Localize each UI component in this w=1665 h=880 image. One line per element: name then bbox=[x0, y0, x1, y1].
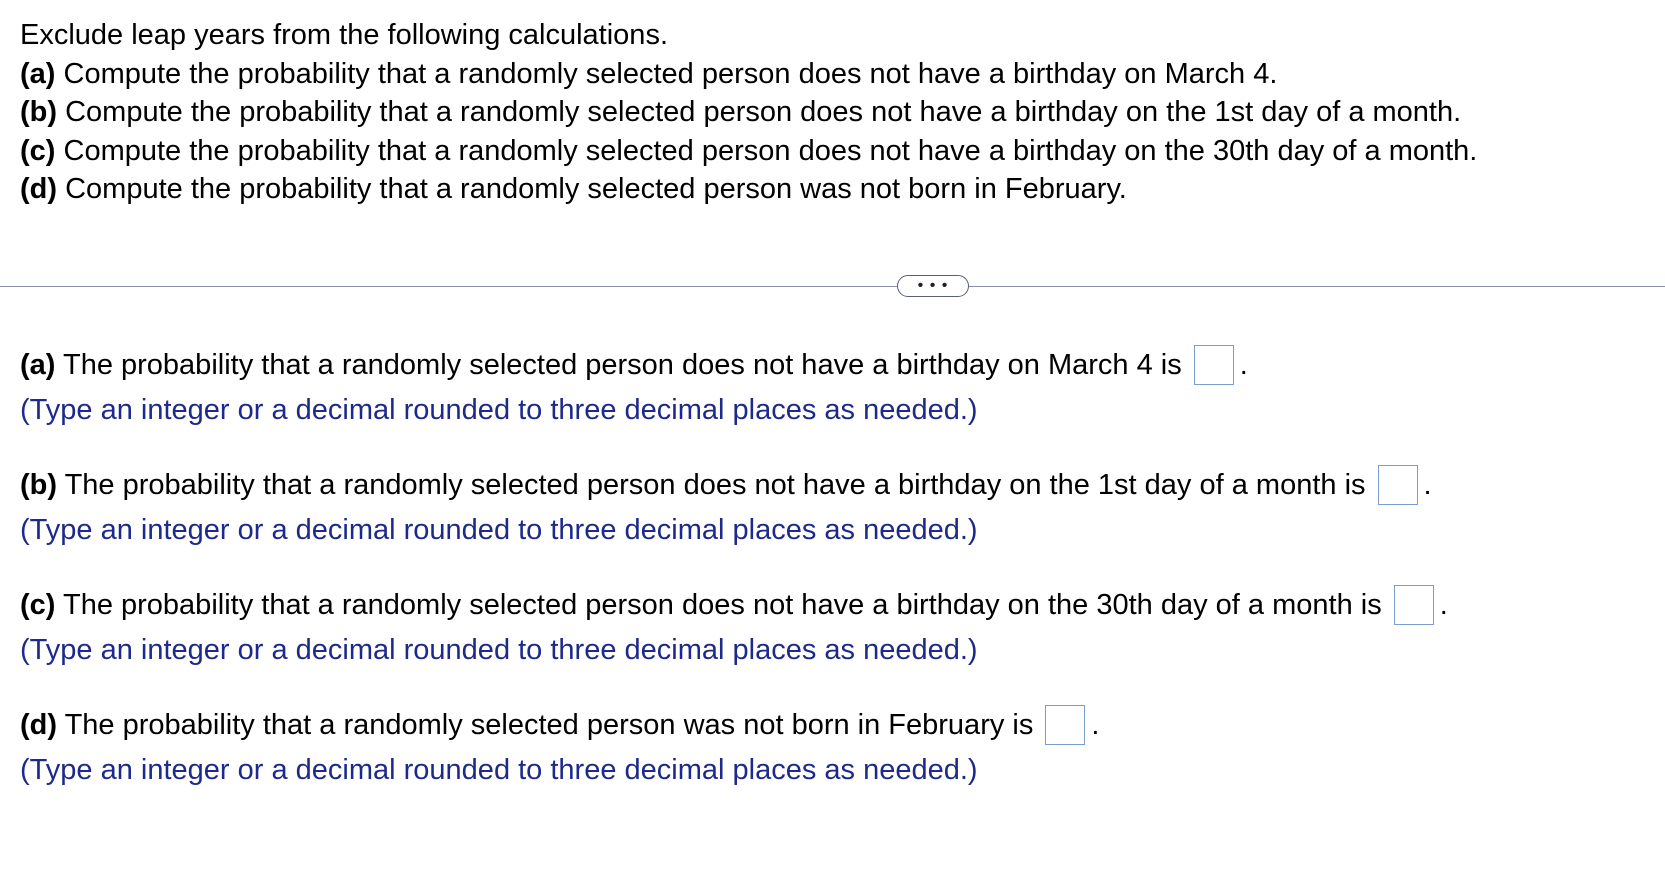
expand-more-button[interactable]: • • • bbox=[897, 275, 969, 297]
section-divider bbox=[0, 286, 1665, 287]
period: . bbox=[1091, 708, 1100, 741]
answer-statement bbox=[20, 705, 1099, 745]
answer-text: The probability that a randomly selected person does not have a birthday on the 30th day of a month is bbox=[55, 588, 1382, 621]
answer-label: (c) bbox=[20, 588, 56, 621]
question-part-b bbox=[20, 93, 1650, 132]
answer-part-a bbox=[20, 345, 1248, 429]
answer-hint: (Type an integer or a decimal rounded to three decimal places as needed.) bbox=[20, 634, 978, 666]
answer-part-d bbox=[20, 705, 1099, 789]
question-statement bbox=[20, 16, 1650, 209]
question-part-d bbox=[20, 170, 1650, 209]
answer-input-c[interactable] bbox=[1394, 585, 1434, 625]
part-label: (b) bbox=[20, 96, 58, 128]
part-text: Compute the probability that a randomly selected person does not have a birthday on the 30th day of a month. bbox=[55, 134, 1478, 167]
answer-label: (a) bbox=[20, 348, 56, 381]
period: . bbox=[1423, 468, 1432, 501]
period: . bbox=[1239, 348, 1248, 381]
part-text: Compute the probability that a randomly selected person does not have a birthday on the 1st day of a month. bbox=[57, 96, 1462, 128]
answer-text: The probability that a randomly selected person was not born in February is bbox=[57, 708, 1034, 741]
answer-label: (b) bbox=[20, 468, 58, 501]
part-text: Compute the probability that a randomly selected person does not have a birthday on March 4. bbox=[55, 57, 1278, 90]
answer-part-c bbox=[20, 585, 1448, 669]
part-text: Compute the probability that a randomly selected person was not born in February. bbox=[57, 173, 1127, 205]
answer-hint: (Type an integer or a decimal rounded to three decimal places as needed.) bbox=[20, 514, 978, 546]
answer-label: (d) bbox=[20, 708, 58, 741]
answer-hint: (Type an integer or a decimal rounded to three decimal places as needed.) bbox=[20, 394, 978, 426]
answer-input-a[interactable] bbox=[1194, 345, 1234, 385]
answer-input-d[interactable] bbox=[1045, 705, 1085, 745]
period: . bbox=[1439, 588, 1448, 621]
answer-statement bbox=[20, 465, 1432, 505]
question-part-a bbox=[20, 55, 1650, 94]
part-label: (a) bbox=[20, 57, 56, 90]
part-label: (d) bbox=[20, 173, 58, 205]
question-intro: Exclude leap years from the following calculations. bbox=[20, 19, 668, 51]
part-label: (c) bbox=[20, 134, 56, 167]
answer-text: The probability that a randomly selected person does not have a birthday on the 1st day of a month is bbox=[57, 468, 1366, 501]
answer-hint: (Type an integer or a decimal rounded to three decimal places as needed.) bbox=[20, 754, 978, 786]
answer-input-b[interactable] bbox=[1378, 465, 1418, 505]
answer-part-b bbox=[20, 465, 1432, 549]
answer-text: The probability that a randomly selected person does not have a birthday on March 4 is bbox=[55, 348, 1182, 381]
answer-statement bbox=[20, 585, 1448, 625]
question-part-c bbox=[20, 132, 1650, 171]
answer-statement bbox=[20, 345, 1248, 385]
